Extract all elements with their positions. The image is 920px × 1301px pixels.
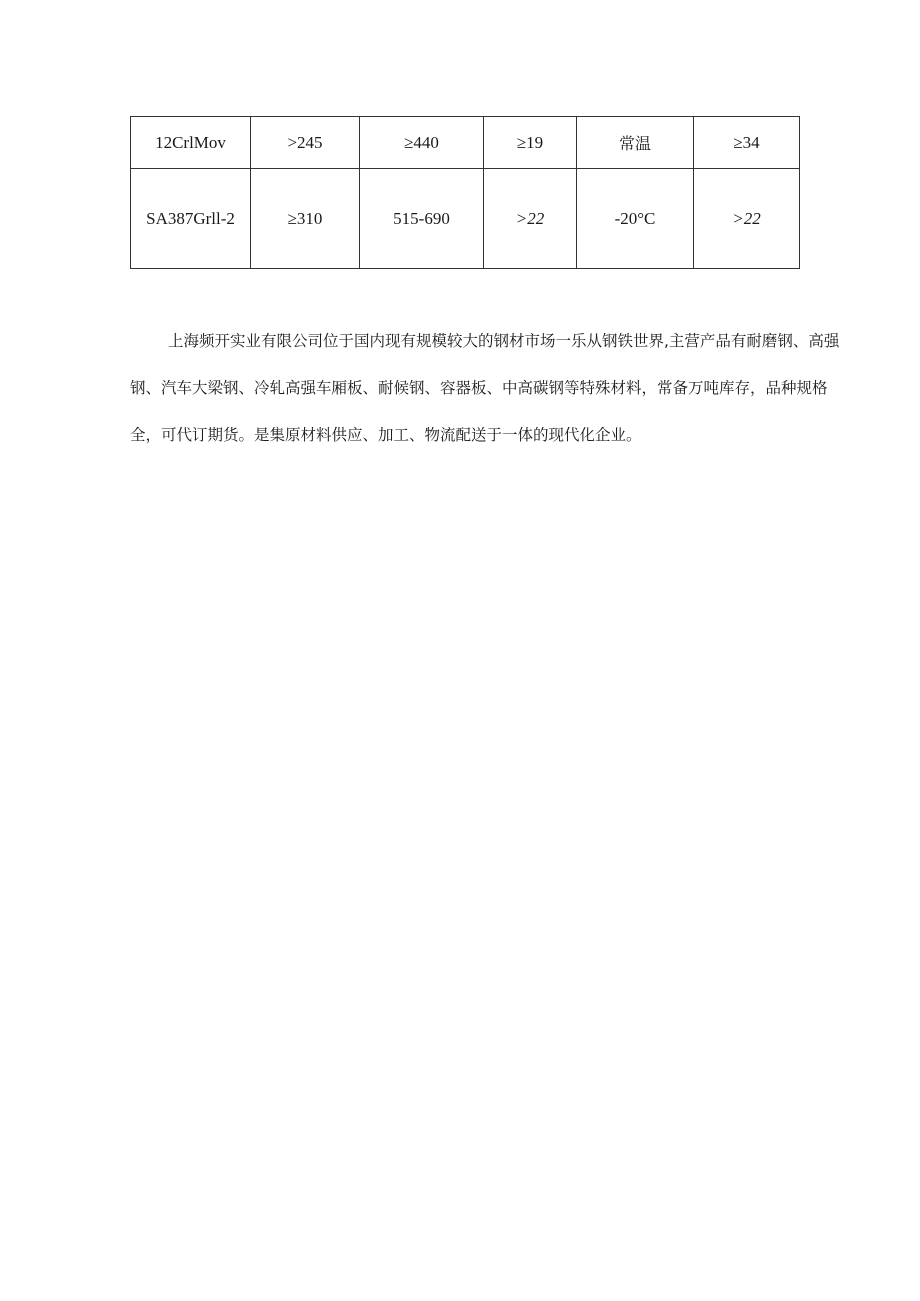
table-row (131, 169, 800, 269)
table-cell-tensile-strength: ≥440 (360, 117, 484, 169)
table-cell-yield-strength: >245 (251, 117, 360, 169)
table-cell-grade: SA387Grll-2 (131, 169, 251, 269)
material-properties-table (130, 116, 800, 269)
table-cell-yield-strength: ≥310 (251, 169, 360, 269)
table-cell-test-temperature: -20°C (577, 169, 694, 269)
table-cell-grade: 12CrlMov (131, 117, 251, 169)
table-cell-test-temperature: 常温 (577, 117, 694, 169)
table-cell-impact-energy: >22 (694, 169, 800, 269)
table-row (131, 117, 800, 169)
table-cell-impact-energy: ≥34 (694, 117, 800, 169)
table-cell-elongation: ≥19 (484, 117, 577, 169)
company-description-paragraph: 上海频开实业有限公司位于国内现有规模较大的钢材市场一乐从钢铁世界,主营产品有耐磨钢、高强钢、汽车大梁钢、冷轧高强车厢板、耐候钢、容器板、中高碳钢等特殊材料，常备万吨库存，品种规格全，可代订期货。是集原材料供应、加工、物流配送于一体的现代化企业。 (130, 332, 840, 444)
table-cell-elongation: >22 (484, 169, 577, 269)
table-cell-tensile-strength: 515-690 (360, 169, 484, 269)
